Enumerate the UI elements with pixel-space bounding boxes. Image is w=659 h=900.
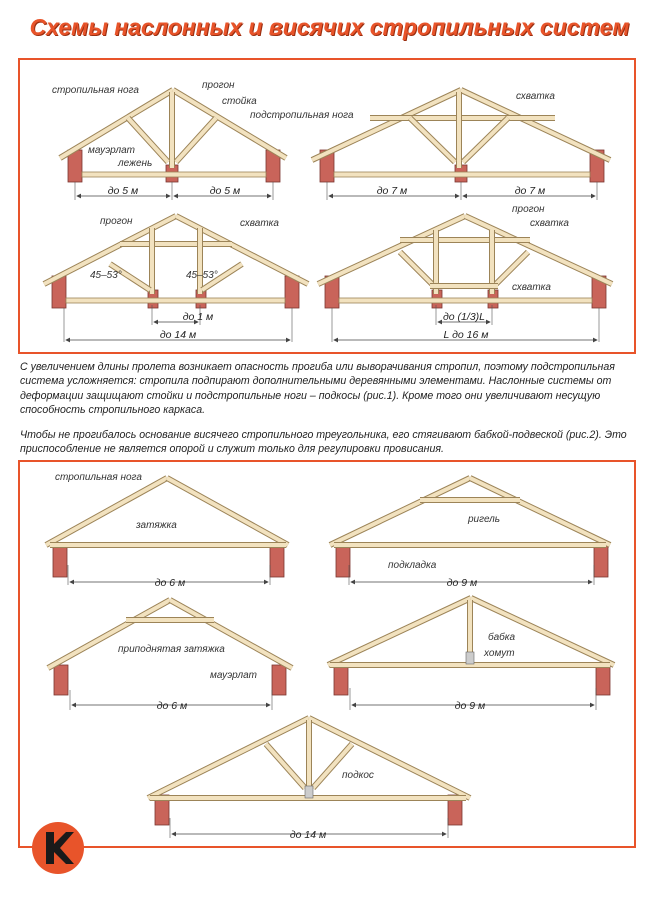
label-rafter-leg: стропильная нога xyxy=(52,85,139,96)
dim-7m-right: до 7 м xyxy=(514,185,546,197)
label-tie-beam: затяжка xyxy=(136,520,177,531)
label-tie-4b: схватка xyxy=(512,282,551,293)
diagram-7 xyxy=(48,600,292,712)
paragraph-layered: С увеличением длины пролета возникает опасность прогиба или выворачивания стропил, поэтому подстропильная система усложняется: стропила подпирают дополнительными деревянными элементами. Наслонные системы от деформации защищают стойки и подстропильные ноги – подкосы (рис.1). Кроме того они увеличивают несущую способность стропильного каркаса. xyxy=(20,361,615,416)
brand-logo-icon xyxy=(30,820,86,876)
dim-9m-a: до 9 м xyxy=(446,577,478,589)
diagram-6 xyxy=(330,478,610,589)
diagram-2 xyxy=(312,90,610,200)
dim-6m-a: до 6 м xyxy=(154,577,186,589)
label-brace: подкос xyxy=(342,770,374,781)
diagram-8 xyxy=(328,598,614,712)
diagram-1 xyxy=(52,80,354,200)
label-angle-left: 45–53° xyxy=(90,270,122,281)
label-mauerlat: мауэрлат xyxy=(88,145,135,156)
diagram-3 xyxy=(44,216,308,342)
label-lezhen: лежень xyxy=(118,158,153,169)
dim-9m-b: до 9 м xyxy=(454,700,486,712)
label-purlin: прогон xyxy=(202,80,235,91)
label-raised-tie: приподнятая затяжка xyxy=(118,644,225,655)
label-mauerlat-7: мауэрлат xyxy=(210,670,257,681)
diagram-4 xyxy=(318,204,612,342)
dim-6m-b: до 6 м xyxy=(156,700,188,712)
label-sub-rafter: подстропильная нога xyxy=(250,110,354,121)
dim-14m: до 14 м xyxy=(159,329,197,341)
dim-third-L: до (1/3)L xyxy=(443,311,485,323)
label-tie: схватка xyxy=(516,91,555,102)
label-post: стойка xyxy=(222,96,257,107)
dim-5m-right: до 5 м xyxy=(209,185,241,197)
page-title: Схемы наслонных и висячих стропильных систем xyxy=(29,14,630,40)
paragraph-hanging: Чтобы не прогибалось основание висячего стропильного треугольника, его стягивают бабкой-подвеской (рис.2). Это приспособление не является опорой и служит только для регулировки провисания. xyxy=(20,429,627,456)
label-purlin-3: прогон xyxy=(100,216,133,227)
label-king-post: бабка xyxy=(488,632,516,643)
dim-1m: до 1 м xyxy=(182,311,214,323)
label-angle-right: 45–53° xyxy=(186,270,218,281)
label-pad: подкладка xyxy=(388,560,437,571)
diagram-5 xyxy=(46,472,288,589)
label-crossbar: ригель xyxy=(468,514,501,525)
label-purlin-4: прогон xyxy=(512,204,545,215)
label-rafter-leg-5: стропильная нога xyxy=(55,472,142,483)
dim-L16: L до 16 м xyxy=(443,329,489,341)
strut-right xyxy=(176,118,216,162)
dim-7m-left: до 7 м xyxy=(376,185,408,197)
dim-14m-b: до 14 м xyxy=(289,829,327,841)
label-tie-3: схватка xyxy=(240,218,279,229)
dim-5m-left: до 5 м xyxy=(107,185,139,197)
diagram-9 xyxy=(148,718,470,841)
label-clamp: хомут xyxy=(484,648,515,659)
lezhen xyxy=(82,172,266,177)
label-tie-4a: схватка xyxy=(530,218,569,229)
